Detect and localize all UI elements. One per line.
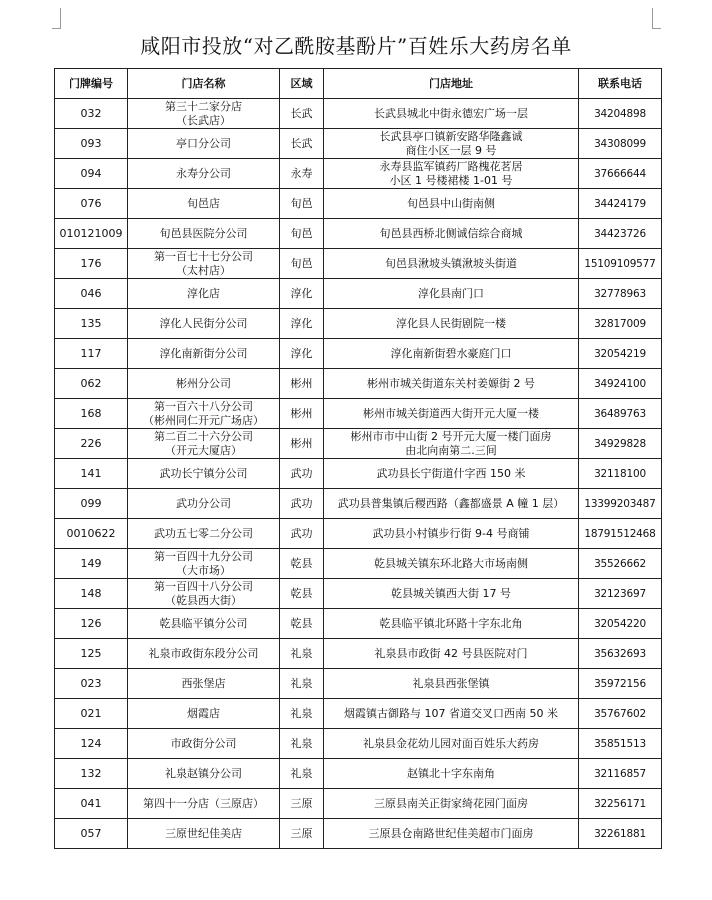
phone-cell-line: 32256171 (594, 797, 646, 810)
store-list-table (54, 68, 662, 849)
phone-cell-line: 35972156 (594, 677, 646, 690)
store-number-cell (55, 309, 128, 339)
table-row (55, 699, 662, 729)
store-number-cell (55, 399, 128, 429)
store-number-cell-line: 125 (80, 646, 102, 660)
phone-cell-line: 35767602 (594, 707, 646, 720)
store-number-cell-line: 046 (80, 286, 102, 300)
table-row (55, 369, 662, 399)
phone-cell (579, 369, 662, 399)
store-number-cell (55, 609, 128, 639)
table-row (55, 549, 662, 579)
address-cell (324, 279, 579, 309)
store-number-cell-line: 062 (80, 376, 102, 390)
store-name-cell-line: （长武店） (176, 113, 231, 127)
store-name-cell-line: 第三十二家分店 (165, 99, 242, 113)
store-name-cell (128, 249, 280, 279)
table-row (55, 159, 662, 189)
store-name-cell (128, 399, 280, 429)
phone-cell (579, 729, 662, 759)
store-number-cell (55, 339, 128, 369)
store-name-cell-line: （大市场） (176, 563, 231, 577)
store-name-cell-line: 亭口分公司 (176, 136, 231, 150)
store-name-cell-line: 三原世纪佳美店 (165, 826, 242, 840)
address-cell-line: 永寿县监军镇药厂路槐花茗居 (379, 159, 523, 173)
store-number-cell-line: 023 (80, 676, 102, 690)
address-cell-line: 商住小区一层 9 号 (405, 143, 497, 157)
store-number-cell (55, 459, 128, 489)
store-name-cell-line: 永寿分公司 (176, 166, 231, 180)
area-cell (280, 549, 324, 579)
area-cell-line: 三原 (290, 826, 313, 840)
phone-cell (579, 309, 662, 339)
area-cell-line: 礼泉 (290, 676, 313, 690)
store-name-cell (128, 99, 280, 129)
store-name-cell-line: 武功长宁镇分公司 (159, 466, 248, 480)
address-cell (324, 309, 579, 339)
table-row (55, 669, 662, 699)
phone-cell-line: 32116857 (594, 767, 646, 780)
store-number-cell (55, 549, 128, 579)
phone-cell-line: 13399203487 (584, 497, 656, 510)
table-row (55, 459, 662, 489)
area-cell (280, 459, 324, 489)
store-number-cell-line: 010121009 (59, 226, 123, 240)
phone-cell-line: 34424179 (594, 197, 646, 210)
area-cell-line: 长武 (290, 136, 313, 150)
document-title: 咸阳市投放“对乙酰胺基酚片”百姓乐大药房名单 (140, 34, 572, 58)
phone-cell-line: 34423726 (594, 227, 646, 240)
phone-cell (579, 99, 662, 129)
phone-cell-line: 37666644 (594, 167, 646, 180)
phone-cell (579, 699, 662, 729)
store-number-cell-line: 124 (80, 736, 102, 750)
store-number-cell-line: 093 (80, 136, 102, 150)
phone-cell-line: 18791512468 (584, 527, 656, 540)
store-name-cell-line: 武功分公司 (176, 496, 231, 510)
table-row (55, 129, 662, 159)
address-cell-line: 旬邑县西桥北侧诚信综合商城 (379, 226, 523, 240)
phone-cell (579, 429, 662, 459)
phone-cell-line: 35526662 (594, 557, 646, 570)
address-cell-line: 武功县长宁街道什字西 150 米 (376, 466, 526, 480)
address-cell (324, 219, 579, 249)
area-cell-line: 礼泉 (290, 736, 313, 750)
phone-cell-line: 32817009 (594, 317, 646, 330)
phone-cell (579, 609, 662, 639)
table-row (55, 489, 662, 519)
area-cell-line: 武功 (290, 466, 313, 480)
store-number-cell-line: 032 (80, 106, 102, 120)
store-name-cell (128, 219, 280, 249)
store-number-cell-line: 0010622 (66, 526, 116, 540)
store-name-cell-line: 旬邑县医院分公司 (159, 226, 248, 240)
store-name-cell-line: 旬邑店 (187, 196, 220, 210)
store-name-cell (128, 369, 280, 399)
address-cell (324, 789, 579, 819)
address-cell-line: 长武县城北中街永德宏广场一层 (374, 106, 528, 120)
phone-cell (579, 279, 662, 309)
store-name-cell (128, 489, 280, 519)
area-cell (280, 729, 324, 759)
area-cell (280, 339, 324, 369)
table-row (55, 639, 662, 669)
address-cell-line: 乾县城关镇东环北路大市场南侧 (374, 556, 528, 570)
store-number-cell-line: 149 (80, 556, 102, 570)
address-cell (324, 519, 579, 549)
store-name-cell-line: 第四十一分店（三原店） (143, 796, 264, 810)
store-name-cell-line: 礼泉赵镇分公司 (165, 766, 242, 780)
store-name-cell (128, 609, 280, 639)
area-cell (280, 369, 324, 399)
address-cell-line: 武功县普集镇后稷西路（鑫都盛景 A 幢 1 层） (337, 496, 565, 510)
phone-cell (579, 549, 662, 579)
store-number-cell-line: 135 (80, 316, 102, 330)
area-cell-line: 乾县 (290, 616, 313, 630)
address-cell-line: 礼泉县市政街 42 号县医院对门 (374, 646, 528, 660)
area-cell (280, 279, 324, 309)
area-cell (280, 639, 324, 669)
area-cell-line: 旬邑 (290, 256, 313, 270)
store-name-cell (128, 729, 280, 759)
area-cell-line: 淳化 (290, 346, 313, 360)
store-number-cell-line: 168 (80, 406, 102, 420)
area-cell-line: 旬邑 (290, 196, 313, 210)
store-name-cell-line: （太村店） (176, 263, 231, 277)
store-number-cell-line: 176 (80, 256, 102, 270)
header-phone: 联系电话 (579, 69, 662, 99)
area-cell (280, 579, 324, 609)
store-name-cell (128, 669, 280, 699)
store-number-cell (55, 129, 128, 159)
phone-cell (579, 339, 662, 369)
table-row (55, 729, 662, 759)
store-name-cell (128, 189, 280, 219)
area-cell (280, 669, 324, 699)
area-cell-line: 彬州 (290, 376, 313, 390)
table-row (55, 579, 662, 609)
store-number-cell (55, 759, 128, 789)
area-cell (280, 489, 324, 519)
address-cell-line: 淳化南新街碧水豪庭门口 (390, 346, 512, 360)
phone-cell-line: 32054220 (594, 617, 646, 630)
area-cell (280, 189, 324, 219)
area-cell-line: 长武 (290, 106, 313, 120)
address-cell (324, 729, 579, 759)
address-cell-line: 烟霞镇古御路与 107 省道交叉口西南 50 米 (344, 706, 558, 720)
store-name-cell-line: 第一百七十七分公司 (154, 249, 253, 263)
store-number-cell (55, 279, 128, 309)
store-name-cell-line: 市政街分公司 (170, 736, 237, 750)
address-cell (324, 429, 579, 459)
store-name-cell-line: 第一百四十九分公司 (154, 549, 253, 563)
area-cell-line: 淳化 (290, 316, 313, 330)
store-name-cell (128, 429, 280, 459)
store-name-cell-line: （乾县西大街） (165, 593, 242, 607)
table-row (55, 279, 662, 309)
address-cell-line: 三原县南关正街家绮花园门面房 (374, 796, 528, 810)
phone-cell-line: 32123697 (594, 587, 646, 600)
store-name-cell (128, 459, 280, 489)
phone-cell (579, 489, 662, 519)
page-corner-mark-right (652, 8, 661, 29)
address-cell-line: 武功县小村镇步行街 9-4 号商铺 (372, 526, 530, 540)
address-cell (324, 159, 579, 189)
table-header-row (55, 69, 662, 99)
store-name-cell-line: 淳化人民街分公司 (159, 316, 248, 330)
table-row (55, 789, 662, 819)
address-cell (324, 339, 579, 369)
area-cell (280, 129, 324, 159)
address-cell (324, 459, 579, 489)
address-cell-line: 赵镇北十字东南角 (407, 766, 495, 780)
address-cell (324, 189, 579, 219)
address-cell-line: 乾县临平镇北环路十字东北角 (379, 616, 523, 630)
store-name-cell (128, 339, 280, 369)
area-cell (280, 159, 324, 189)
store-name-cell (128, 699, 280, 729)
store-name-cell (128, 819, 280, 849)
store-number-cell-line: 117 (80, 346, 102, 360)
area-cell (280, 249, 324, 279)
store-number-cell (55, 789, 128, 819)
address-cell-line: 淳化县人民街剧院一楼 (396, 316, 506, 330)
area-cell-line: 淳化 (290, 286, 313, 300)
area-cell-line: 武功 (290, 496, 313, 510)
address-cell-line: 三原县仓南路世纪佳美超市门面房 (368, 826, 534, 840)
table-row (55, 339, 662, 369)
area-cell (280, 519, 324, 549)
area-cell-line: 礼泉 (290, 706, 313, 720)
store-number-cell (55, 579, 128, 609)
phone-cell-line: 32778963 (594, 287, 646, 300)
phone-cell-line: 32118100 (594, 467, 646, 480)
area-cell (280, 759, 324, 789)
store-name-cell-line: 淳化南新街分公司 (159, 346, 248, 360)
address-cell-line: 由北向南第二.三间 (405, 443, 497, 457)
store-name-cell-line: 淳化店 (187, 286, 220, 300)
store-name-cell (128, 309, 280, 339)
store-name-cell-line: 第一百六十八分公司 (154, 399, 253, 413)
address-cell-line: 彬州市城关街道西大街开元大厦一楼 (363, 406, 539, 420)
phone-cell (579, 249, 662, 279)
store-number-cell-line: 126 (80, 616, 102, 630)
area-cell (280, 309, 324, 339)
area-cell (280, 789, 324, 819)
store-number-cell-line: 226 (80, 436, 102, 450)
header-store-number: 门牌编号 (55, 69, 128, 99)
address-cell-line: 长武县亭口镇新安路华隆鑫诚 (379, 129, 523, 143)
store-number-cell (55, 699, 128, 729)
store-number-cell-line: 141 (80, 466, 102, 480)
store-name-cell (128, 579, 280, 609)
store-name-cell (128, 759, 280, 789)
store-number-cell (55, 99, 128, 129)
phone-cell (579, 759, 662, 789)
phone-cell-line: 34929828 (594, 437, 646, 450)
phone-cell-line: 32054219 (594, 347, 646, 360)
address-cell (324, 819, 579, 849)
store-number-cell-line: 021 (80, 706, 102, 720)
store-number-cell-line: 057 (80, 826, 102, 840)
store-number-cell (55, 669, 128, 699)
phone-cell (579, 579, 662, 609)
phone-cell-line: 35632693 (594, 647, 646, 660)
area-cell (280, 429, 324, 459)
store-name-cell-line: （彬州同仁开元广场店） (143, 413, 264, 427)
phone-cell-line: 15109109577 (584, 257, 656, 270)
table-row (55, 819, 662, 849)
store-number-cell (55, 819, 128, 849)
store-number-cell (55, 639, 128, 669)
area-cell (280, 219, 324, 249)
address-cell (324, 249, 579, 279)
page-corner-mark-left (52, 8, 61, 29)
store-name-cell-line: 武功五七零二分公司 (154, 526, 253, 540)
area-cell (280, 609, 324, 639)
header-area: 区域 (280, 69, 324, 99)
address-cell (324, 609, 579, 639)
store-number-cell-line: 076 (80, 196, 102, 210)
phone-cell (579, 219, 662, 249)
store-number-cell (55, 219, 128, 249)
area-cell (280, 99, 324, 129)
table-row (55, 519, 662, 549)
phone-cell (579, 399, 662, 429)
table-row (55, 609, 662, 639)
address-cell-line: 彬州市城关街道东关村姜嫄街 2 号 (367, 376, 535, 390)
address-cell (324, 579, 579, 609)
area-cell-line: 永寿 (290, 166, 313, 180)
address-cell-line: 礼泉县西张堡镇 (412, 676, 490, 690)
store-name-cell (128, 129, 280, 159)
phone-cell-line: 35851513 (594, 737, 646, 750)
phone-cell-line: 34924100 (594, 377, 646, 390)
store-number-cell-line: 132 (80, 766, 102, 780)
table-row (55, 309, 662, 339)
area-cell-line: 礼泉 (290, 646, 313, 660)
table-row (55, 249, 662, 279)
phone-cell-line: 32261881 (594, 827, 646, 840)
area-cell-line: 武功 (290, 526, 313, 540)
phone-cell (579, 639, 662, 669)
store-name-cell (128, 519, 280, 549)
area-cell (280, 399, 324, 429)
store-name-cell-line: 西张堡店 (181, 676, 226, 690)
address-cell-line: 旬邑县湫坡头镇湫坡头街道 (385, 256, 517, 270)
store-name-cell-line: 礼泉市政街东段分公司 (148, 646, 259, 660)
store-name-cell (128, 159, 280, 189)
phone-cell (579, 669, 662, 699)
area-cell-line: 彬州 (290, 436, 313, 450)
header-store-name: 门店名称 (128, 69, 280, 99)
area-cell-line: 三原 (290, 796, 313, 810)
area-cell-line: 乾县 (290, 556, 313, 570)
area-cell-line: 乾县 (290, 586, 313, 600)
store-name-cell-line: 第二百二十六分公司 (154, 429, 253, 443)
phone-cell-line: 34308099 (594, 137, 646, 150)
store-name-cell (128, 279, 280, 309)
store-number-cell (55, 159, 128, 189)
area-cell-line: 礼泉 (290, 766, 313, 780)
store-number-cell (55, 189, 128, 219)
table-row (55, 759, 662, 789)
store-number-cell-line: 099 (80, 496, 102, 510)
table-row (55, 219, 662, 249)
table-row (55, 99, 662, 129)
table-row (55, 189, 662, 219)
address-cell-line: 小区 1 号楼裙楼 1-01 号 (389, 173, 513, 187)
phone-cell (579, 819, 662, 849)
area-cell (280, 819, 324, 849)
address-cell-line: 彬州市市中山街 2 号开元大厦一楼门面房 (350, 429, 552, 443)
store-number-cell (55, 729, 128, 759)
address-cell (324, 369, 579, 399)
address-cell (324, 489, 579, 519)
area-cell (280, 699, 324, 729)
phone-cell-line: 34204898 (594, 107, 646, 120)
area-cell-line: 旬邑 (290, 226, 313, 240)
store-name-cell-line: 乾县临平镇分公司 (159, 616, 248, 630)
address-cell-line: 乾县城关镇西大街 17 号 (391, 586, 511, 600)
area-cell-line: 彬州 (290, 406, 313, 420)
store-name-cell-line: 第一百四十八分公司 (154, 579, 253, 593)
phone-cell (579, 519, 662, 549)
phone-cell (579, 459, 662, 489)
address-cell (324, 99, 579, 129)
address-cell-line: 淳化县南门口 (418, 286, 484, 300)
phone-cell (579, 129, 662, 159)
store-name-cell (128, 549, 280, 579)
address-cell (324, 699, 579, 729)
address-cell (324, 399, 579, 429)
phone-cell (579, 159, 662, 189)
phone-cell (579, 189, 662, 219)
store-name-cell-line: 烟霞店 (187, 706, 220, 720)
store-number-cell-line: 094 (80, 166, 102, 180)
store-number-cell (55, 519, 128, 549)
store-number-cell-line: 148 (80, 586, 102, 600)
store-name-cell (128, 639, 280, 669)
address-cell (324, 759, 579, 789)
store-number-cell (55, 489, 128, 519)
table-row (55, 399, 662, 429)
address-cell-line: 礼泉县金花幼儿园对面百姓乐大药房 (363, 736, 539, 750)
store-name-cell (128, 789, 280, 819)
table-body (55, 99, 662, 849)
address-cell-line: 旬邑县中山街南侧 (407, 196, 495, 210)
store-number-cell-line: 041 (80, 796, 102, 810)
address-cell (324, 549, 579, 579)
phone-cell-line: 36489763 (594, 407, 646, 420)
store-number-cell (55, 369, 128, 399)
store-name-cell-line: 彬州分公司 (176, 376, 231, 390)
address-cell (324, 669, 579, 699)
store-number-cell (55, 429, 128, 459)
address-cell (324, 129, 579, 159)
header-address: 门店地址 (324, 69, 579, 99)
store-number-cell (55, 249, 128, 279)
phone-cell (579, 789, 662, 819)
store-name-cell-line: （开元大厦店） (165, 443, 242, 457)
address-cell (324, 639, 579, 669)
table-row (55, 429, 662, 459)
